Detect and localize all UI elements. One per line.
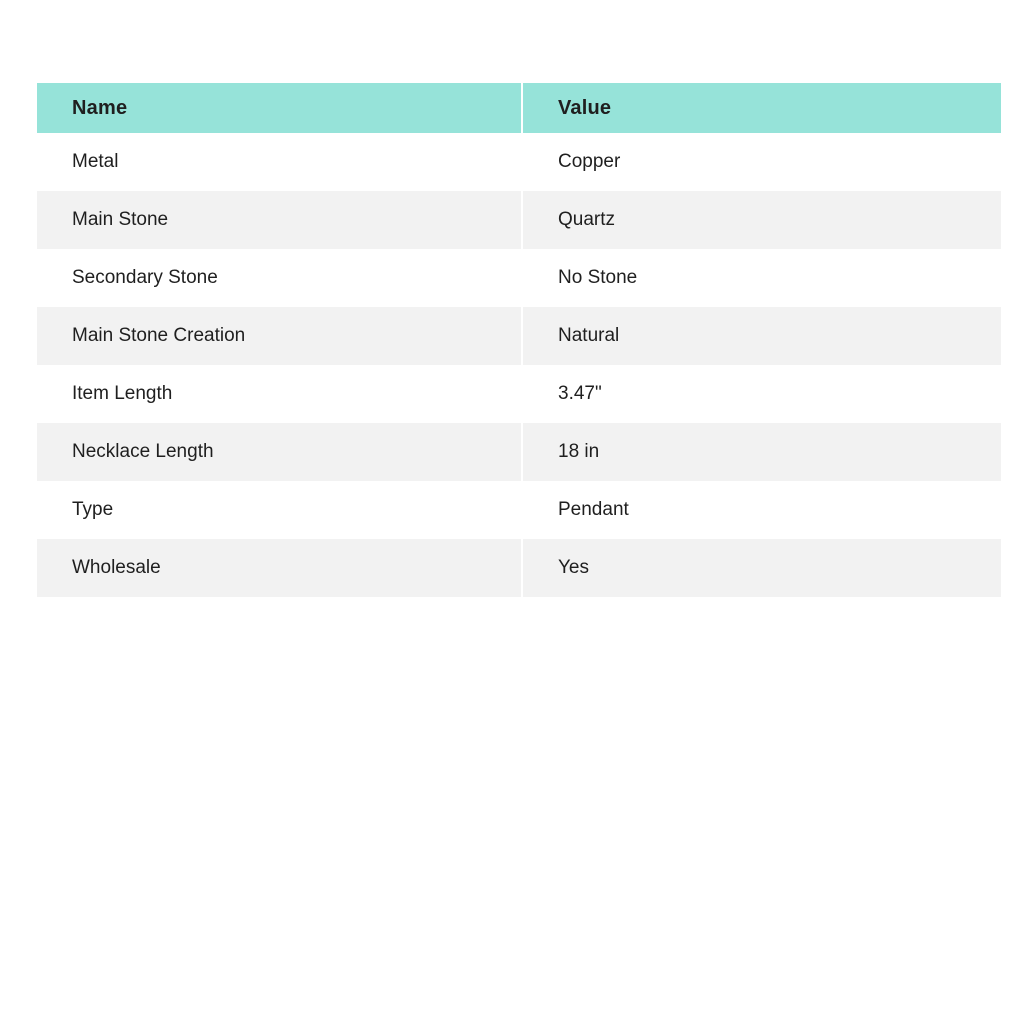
- attribute-name: Main Stone: [37, 191, 523, 249]
- attribute-name: Wholesale: [37, 539, 523, 597]
- attribute-value: Pendant: [523, 481, 1001, 539]
- attribute-value: No Stone: [523, 249, 1001, 307]
- attribute-name: Metal: [37, 133, 523, 191]
- column-header-value: Value: [523, 83, 1001, 133]
- attribute-name: Secondary Stone: [37, 249, 523, 307]
- attribute-name: Type: [37, 481, 523, 539]
- attribute-name: Main Stone Creation: [37, 307, 523, 365]
- product-attributes-table: [37, 83, 1001, 597]
- attribute-value: Yes: [523, 539, 1001, 597]
- attribute-name: Item Length: [37, 365, 523, 423]
- attribute-value: 18 in: [523, 423, 1001, 481]
- table-header-row: [37, 83, 1001, 133]
- table-row: [37, 133, 1001, 191]
- table-row: [37, 249, 1001, 307]
- table-row: [37, 365, 1001, 423]
- table-row: [37, 539, 1001, 597]
- attribute-value: Natural: [523, 307, 1001, 365]
- table-row: [37, 307, 1001, 365]
- column-header-name: Name: [37, 83, 523, 133]
- attribute-name: Necklace Length: [37, 423, 523, 481]
- attribute-value: Quartz: [523, 191, 1001, 249]
- table-row: [37, 481, 1001, 539]
- attribute-value: Copper: [523, 133, 1001, 191]
- table-row: [37, 423, 1001, 481]
- table-row: [37, 191, 1001, 249]
- attribute-value: 3.47": [523, 365, 1001, 423]
